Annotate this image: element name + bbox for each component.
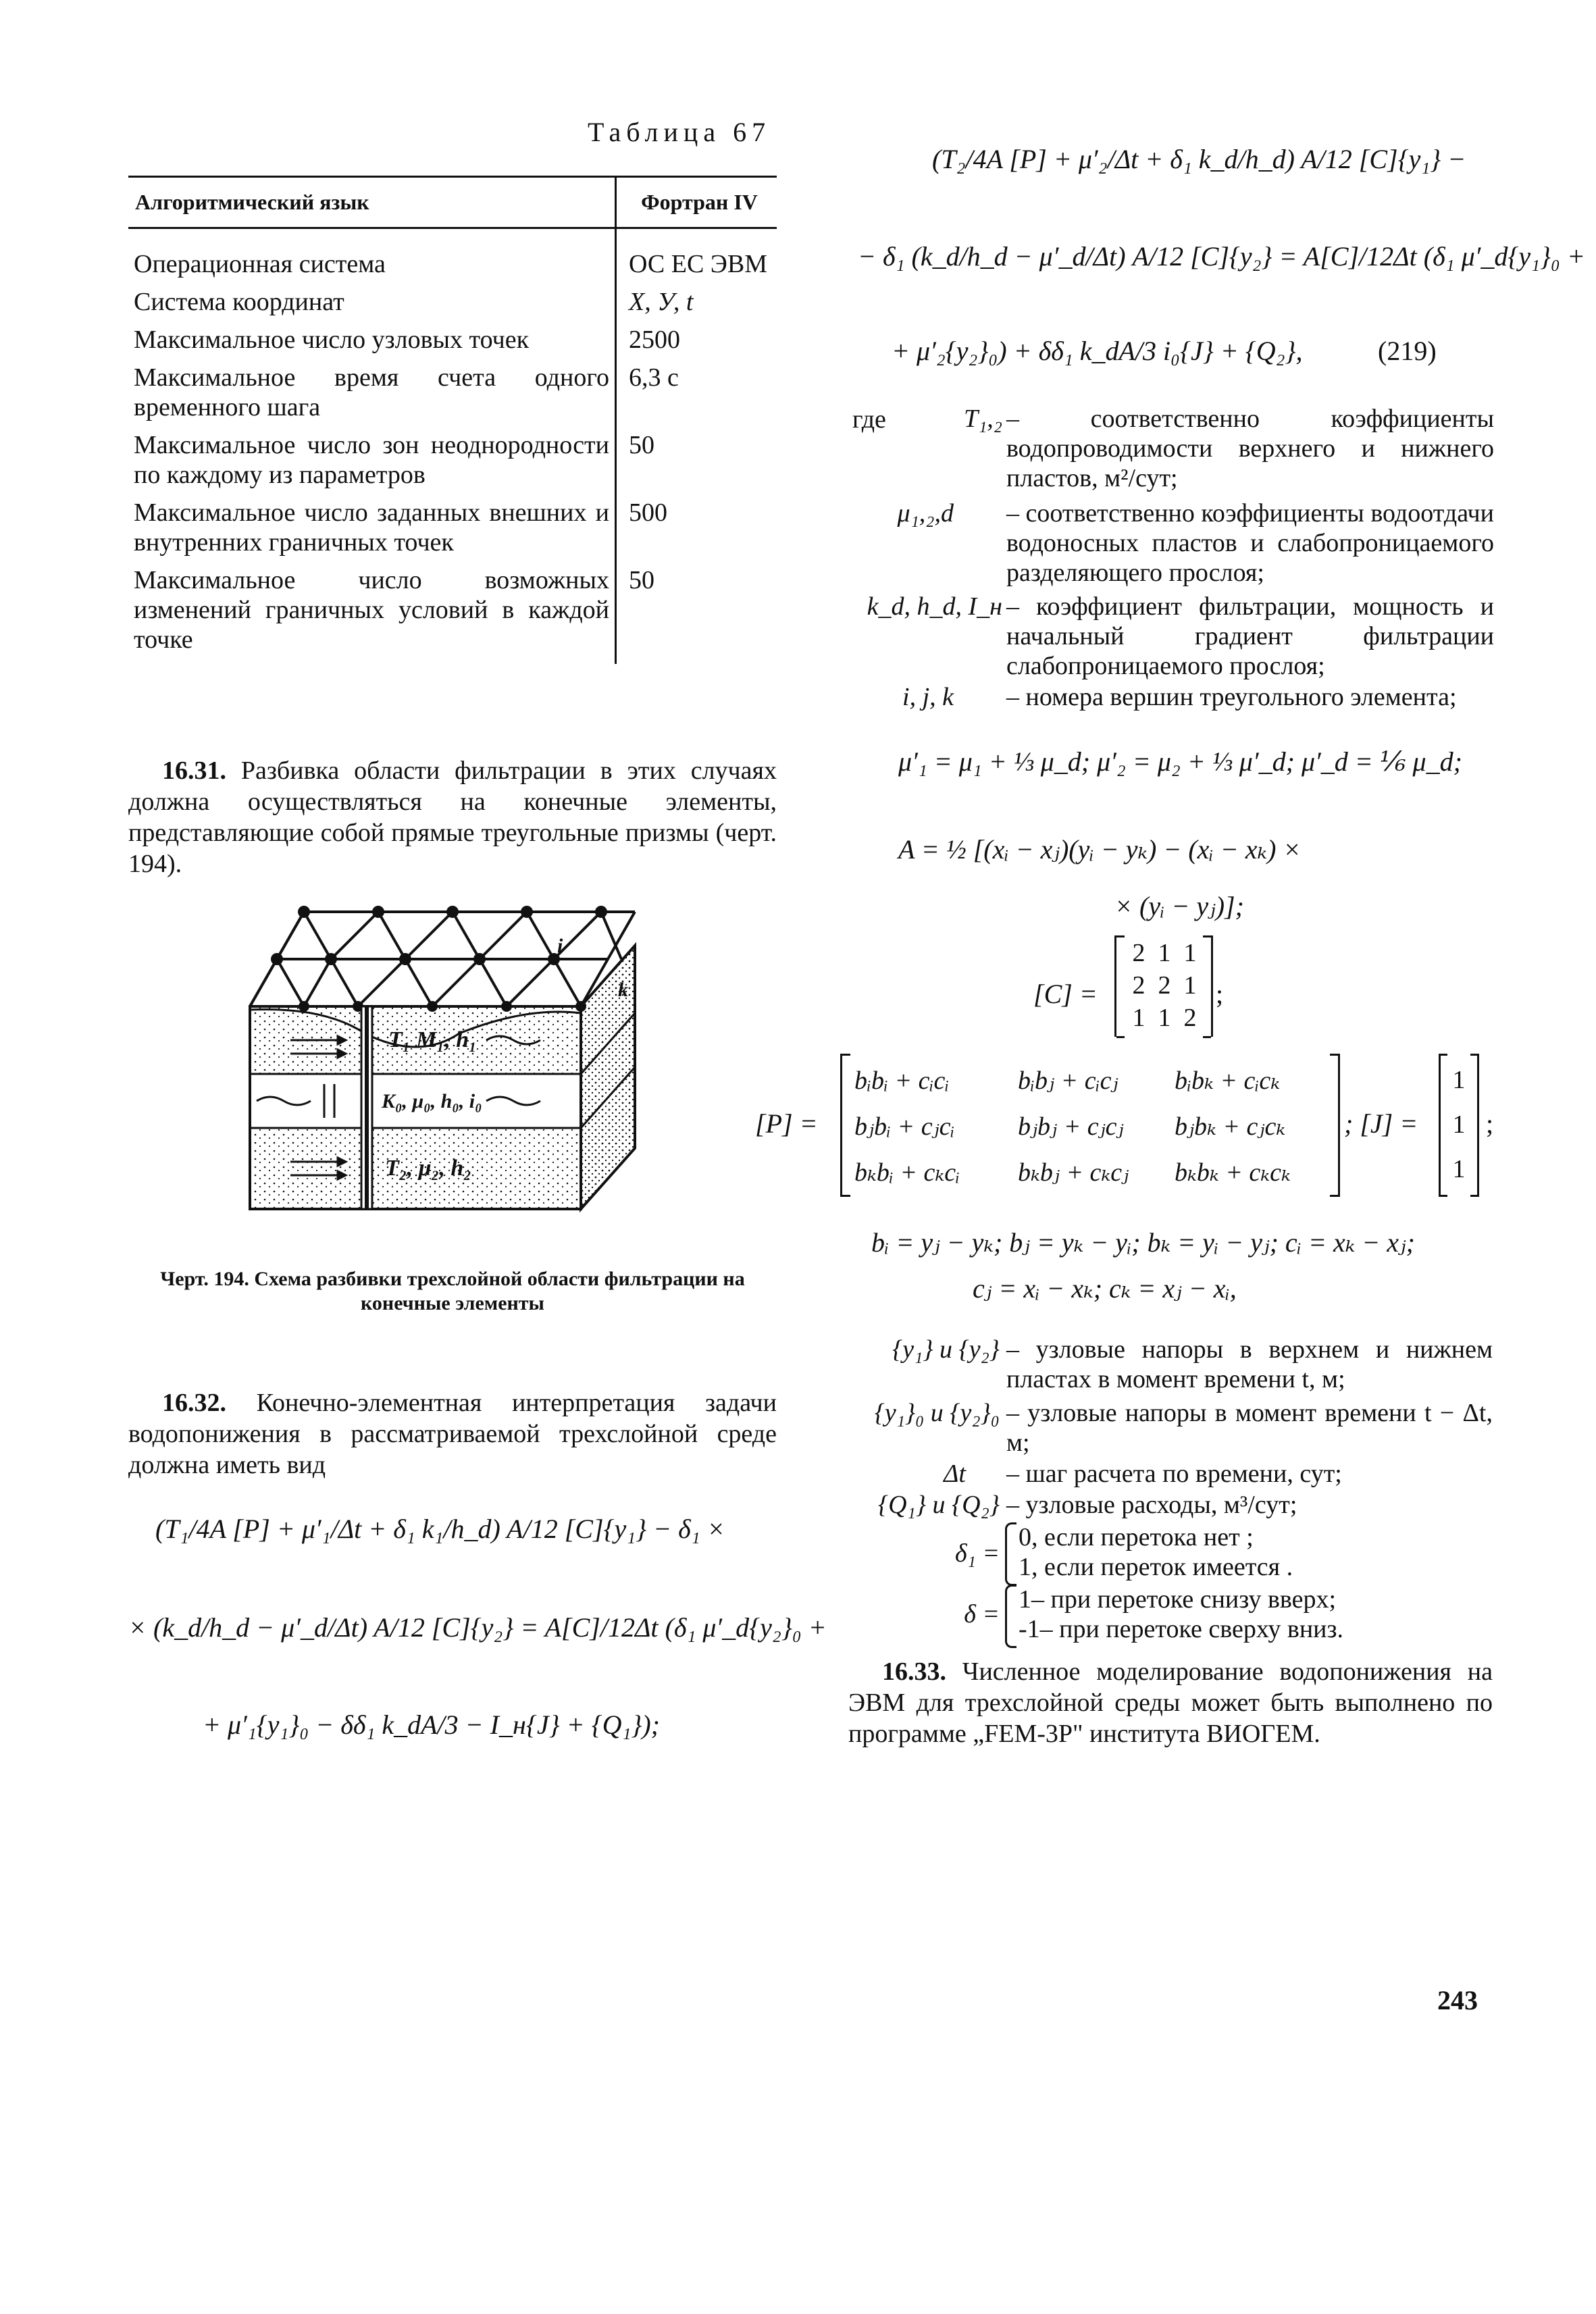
j-vector bbox=[1439, 1054, 1479, 1195]
definition-text: – номера вершин треугольного элемента; bbox=[1006, 683, 1457, 711]
equation-bc-line-2: cⱼ = xᵢ − xₖ; cₖ = xⱼ − xᵢ, bbox=[973, 1273, 1237, 1304]
p-matrix-cell: bₖbᵢ + cₖcᵢ bbox=[854, 1158, 960, 1187]
page-number: 243 bbox=[1437, 1985, 1478, 2015]
p-matrix-semicolon: ; bbox=[1486, 1108, 1494, 1139]
c-matrix-cell: 1 bbox=[1132, 1004, 1145, 1032]
table-row bbox=[128, 321, 777, 359]
equation-area-line-2: × (yᵢ − yⱼ)]; bbox=[1114, 891, 1244, 921]
figure-vertex-k: k bbox=[618, 979, 628, 1001]
delta-symbol: δ = bbox=[964, 1600, 1000, 1628]
paragraph-number: 16.32. bbox=[162, 1389, 226, 1417]
table-header-row bbox=[128, 177, 777, 228]
definition-symbol: μ₁,₂,d bbox=[897, 499, 954, 528]
table-cell: Максимальное число возможных изменений граничных условий в каждой точке bbox=[134, 566, 609, 654]
equation-219-line-1: (T₂/4A [P] + μ′₂/Δt + δ₁ k_d/h_d) A/12 [C]{y₁} − bbox=[932, 144, 1466, 174]
c-matrix-cell: 1 bbox=[1158, 1004, 1171, 1032]
figure-caption: Черт. 194. Схема разбивки трехслойной области фильтрации на конечные элементы bbox=[160, 1268, 745, 1314]
equation-number: (219) bbox=[1378, 336, 1437, 366]
definition-symbol: k_d, h_d, I_н bbox=[867, 592, 1002, 621]
paragraph-16-31 bbox=[128, 755, 777, 879]
definition-text: – коэффициент фильтрации, мощность и начальный градиент фильтрации слабопроницаемого прослоя; bbox=[1006, 592, 1494, 680]
table-row bbox=[128, 426, 777, 494]
table-cell: Максимальное число зон неоднородности по каждому из параметров bbox=[134, 431, 609, 489]
paragraph-16-33 bbox=[848, 1656, 1493, 1749]
c-matrix-cell: 2 bbox=[1158, 971, 1171, 1000]
paragraph-text: Разбивка области фильтрации в этих случаях должна осуществляться на конечные элементы, представляющие собой прямые треугольные призмы (черт. 194). bbox=[128, 756, 777, 878]
delta1-case: 1, если переток имеется . bbox=[1019, 1553, 1293, 1581]
table-cell: Максимальное число узловых точек bbox=[134, 326, 530, 354]
equation-bc-line-1: bᵢ = yⱼ − yₖ; bⱼ = yₖ − yᵢ; bₖ = yᵢ − yⱼ; cᵢ = xₖ − xⱼ; bbox=[871, 1227, 1415, 1258]
table-row bbox=[128, 359, 777, 426]
definition-symbol: Δt bbox=[944, 1460, 966, 1488]
p-matrix bbox=[840, 1054, 1340, 1195]
c-matrix-cell: 1 bbox=[1183, 971, 1197, 1000]
definition-text: – соответственно коэффициенты водоотдачи водоносных пластов и слабопроницаемого разделяющего прослоя; bbox=[1006, 499, 1494, 587]
table-cell: Операционная система bbox=[134, 250, 386, 278]
c-matrix bbox=[1114, 935, 1213, 1037]
figure-label-middle: K₀, μ₀, h₀, i₀ bbox=[382, 1090, 482, 1112]
p-matrix-cell: bᵢbⱼ + cᵢcⱼ bbox=[1018, 1066, 1118, 1095]
p-matrix-cell: bⱼbₖ + cⱼcₖ bbox=[1175, 1112, 1286, 1141]
definition-text: – узловые напоры в верхнем и нижнем пластах в момент времени t, м; bbox=[1006, 1335, 1493, 1393]
figure-vertex-i: i bbox=[557, 935, 563, 957]
p-matrix-cell: bₖbⱼ + cₖcⱼ bbox=[1018, 1158, 1129, 1187]
c-matrix-cell: 1 bbox=[1158, 939, 1171, 967]
c-matrix-cell: 2 bbox=[1183, 1004, 1197, 1032]
table-row bbox=[128, 494, 777, 561]
table-cell: 2500 bbox=[616, 321, 777, 359]
figure-194-diagram bbox=[243, 905, 675, 1263]
paragraph-number: 16.33. bbox=[882, 1657, 946, 1686]
equation-219-line-3: + μ′₂{y₂}₀) + δδ₁ k_dA/3 i₀{J} + {Q₂}, bbox=[892, 336, 1303, 366]
c-matrix-cell: 1 bbox=[1183, 939, 1197, 967]
j-vector-cell: 1 bbox=[1452, 1155, 1466, 1183]
definition-symbol: T₁,₂ bbox=[963, 405, 1002, 433]
definition-symbol: i, j, k bbox=[902, 683, 954, 711]
table-row bbox=[128, 283, 777, 321]
equation-left-line-3: + μ′₁{y₁}₀ − δδ₁ k_dA/3 − I_н{J} + {Q₁}); bbox=[203, 1709, 660, 1740]
definition-text: – узловые напоры в момент времени t − Δt, м; bbox=[1006, 1399, 1493, 1457]
definition-symbol: {y₁}₀ и {y₂}₀ bbox=[874, 1399, 1000, 1427]
definition-text: – соответственно коэффициенты водопроводимости верхнего и нижнего пластов, м²/сут; bbox=[1006, 405, 1494, 492]
p-matrix-cell: bⱼbᵢ + cⱼcᵢ bbox=[854, 1112, 955, 1141]
delta-case: 1– при перетоке снизу вверх; bbox=[1019, 1585, 1337, 1614]
table-row bbox=[128, 228, 777, 284]
definition-text: – узловые расходы, м³/сут; bbox=[1006, 1491, 1297, 1519]
delta1-case: 0, если перетока нет ; bbox=[1019, 1523, 1254, 1551]
p-matrix-cell: bₖbₖ + cₖcₖ bbox=[1175, 1158, 1291, 1187]
p-matrix-cell: bⱼbⱼ + cⱼcⱼ bbox=[1018, 1112, 1124, 1141]
data-table bbox=[128, 176, 777, 664]
j-vector-cell: 1 bbox=[1452, 1110, 1466, 1139]
paragraph-text: Конечно-элементная интерпретация задачи водопонижения в рассматриваемой трехслойной среде должна иметь вид bbox=[128, 1389, 777, 1479]
column-header-fortran: Фортран IV bbox=[616, 177, 777, 228]
equation-219-line-2: − δ₁ (k_d/h_d − μ′_d/Δt) A/12 [C]{y₂} = A[C]/12Δt (δ₁ μ′_d{y₁}₀ + bbox=[858, 241, 1585, 272]
c-matrix-cell: 2 bbox=[1132, 939, 1145, 967]
equation-mu-primes: μ′₁ = μ₁ + ⅓ μ_d; μ′₂ = μ₂ + ⅓ μ′_d; μ′_d = ⅙ μ_d; bbox=[898, 746, 1462, 777]
equation-left-line-1: (T₁/4A [P] + μ′₁/Δt + δ₁ k₁/h_d) A/12 [C]{y₁} − δ₁ × bbox=[155, 1514, 725, 1544]
figure-label-lower: T₂, μ₂, h₂ bbox=[385, 1156, 472, 1181]
definition-symbol: {y₁} и {y₂} bbox=[892, 1335, 1000, 1364]
table-cell: ОС ЕС ЭВМ bbox=[616, 228, 777, 284]
delta-case: -1– при перетоке сверху вниз. bbox=[1019, 1615, 1344, 1643]
table-cell: 6,3 с bbox=[616, 359, 777, 426]
c-matrix-label: [C] = bbox=[1033, 979, 1098, 1009]
table-cell: Система координат bbox=[134, 288, 344, 316]
p-matrix-label: [P] = bbox=[755, 1108, 818, 1139]
j-vector-cell: 1 bbox=[1452, 1066, 1466, 1094]
j-vector-label: ; [J] = bbox=[1344, 1108, 1418, 1139]
paragraph-number: 16.31. bbox=[162, 756, 226, 785]
p-matrix-cell: bᵢbᵢ + cᵢcᵢ bbox=[854, 1066, 950, 1095]
table-caption: Таблица 67 bbox=[588, 117, 771, 147]
table-cell: X, У, t bbox=[616, 283, 777, 321]
table-cell: 500 bbox=[616, 494, 777, 561]
definition-text: – шаг расчета по времени, сут; bbox=[1006, 1460, 1342, 1488]
equation-area-line-1: A = ½ [(xᵢ − xⱼ)(yᵢ − yₖ) − (xᵢ − xₖ) × bbox=[898, 834, 1302, 865]
column-header-language: Алгоритмический язык bbox=[128, 177, 616, 228]
table-cell: Максимальное время счета одного временного шага bbox=[134, 363, 609, 421]
c-matrix-cell: 2 bbox=[1132, 971, 1145, 1000]
paragraph-text: Численное моделирование водопонижения на ЭВМ для трехслойной среды может быть выполнено по программе „FEM-3P" института ВИОГЕМ. bbox=[848, 1657, 1493, 1748]
figure-label-upper: T₁ M₁, h₁ bbox=[388, 1027, 477, 1052]
p-matrix-cell: bᵢbₖ + cᵢcₖ bbox=[1175, 1066, 1281, 1095]
where-word: где bbox=[852, 405, 886, 434]
table-row bbox=[128, 561, 777, 664]
delta1-symbol: δ₁ = bbox=[954, 1539, 1000, 1568]
table-cell: 50 bbox=[616, 426, 777, 494]
definition-symbol: {Q₁} и {Q₂} bbox=[877, 1491, 1000, 1519]
table-cell: Максимальное число заданных внешних и внутренних граничных точек bbox=[134, 498, 609, 557]
paragraph-16-32 bbox=[128, 1387, 777, 1481]
table-cell: 50 bbox=[616, 561, 777, 664]
equation-left-line-2: × (k_d/h_d − μ′_d/Δt) A/12 [C]{y₂} = A[C]/12Δt (δ₁ μ′_d{y₂}₀ + bbox=[128, 1612, 827, 1643]
c-matrix-semicolon: ; bbox=[1216, 979, 1224, 1009]
